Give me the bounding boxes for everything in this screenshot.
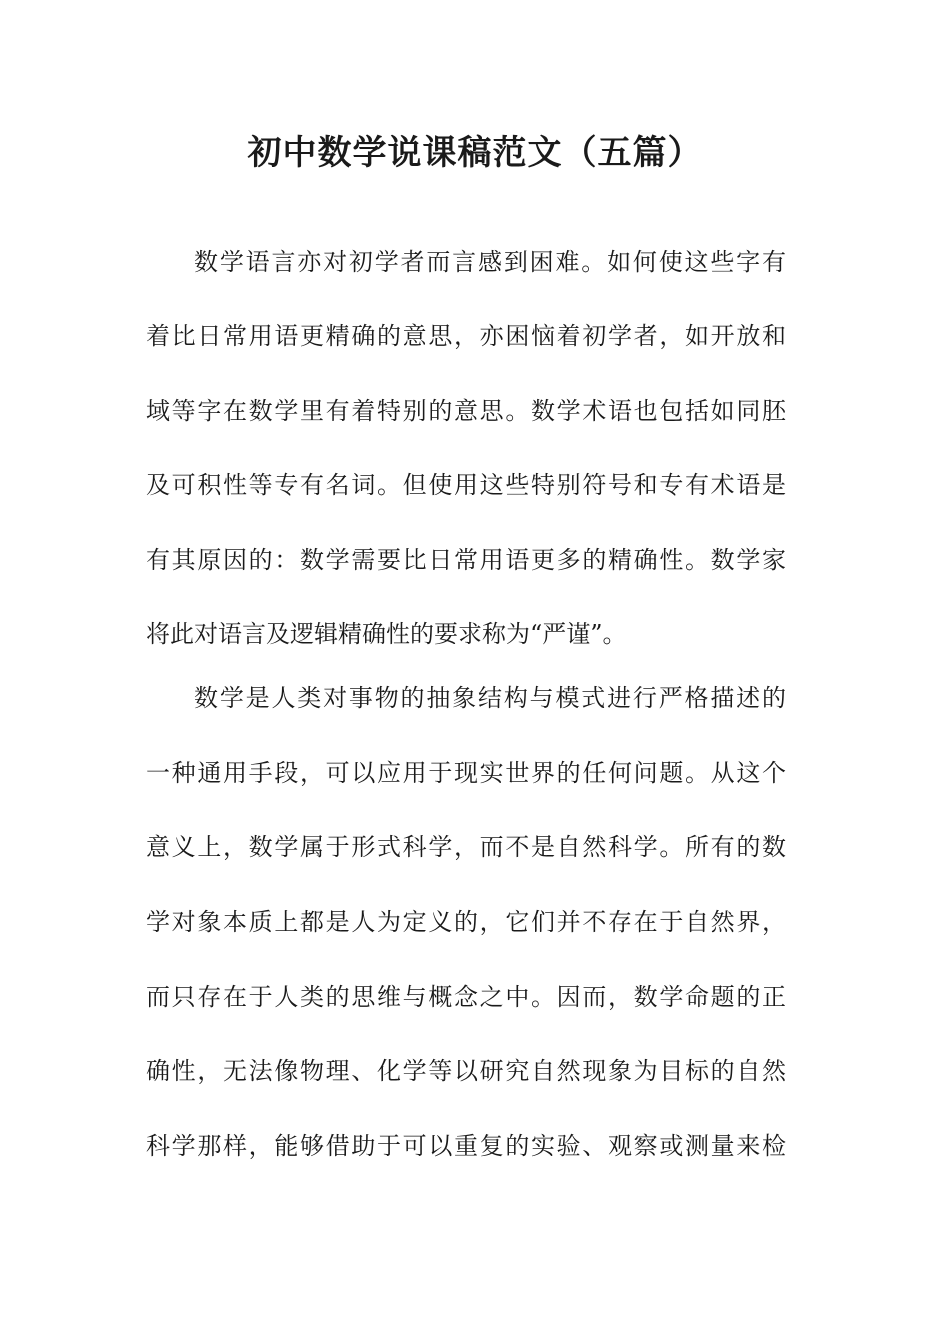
paragraph-1-line-2: 着比日常用语更精确的意思，亦困恼着初学者，如开放和 <box>146 322 786 350</box>
paragraph-2-line-4: 学对象本质上都是人为定义的，它们并不存在于自然界， <box>146 908 786 936</box>
paragraph-2-line-6: 确性，无法像物理、化学等以研究自然现象为目标的自然 <box>146 1057 786 1085</box>
paragraph-2-line-2: 一种通用手段，可以应用于现实世界的任何问题。从这个 <box>146 759 786 787</box>
document-title: 初中数学说课稿范文（五篇） <box>247 133 703 173</box>
paragraph-1-line-3: 域等字在数学里有着特别的意思。数学术语也包括如同胚 <box>146 397 786 425</box>
paragraph-1-line-5: 有其原因的：数学需要比日常用语更多的精确性。数学家 <box>146 546 786 574</box>
paragraph-2-line-7: 科学那样，能够借助于可以重复的实验、观察或测量来检 <box>146 1132 786 1160</box>
paragraph-1-line-4: 及可积性等专有名词。但使用这些特别符号和专有术语是 <box>146 471 786 499</box>
paragraph-1-line-6: 将此对语言及逻辑精确性的要求称为“严谨”。 <box>146 620 627 648</box>
paragraph-2-line-5: 而只存在于人类的思维与概念之中。因而，数学命题的正 <box>146 983 786 1011</box>
paragraph-2-line-3: 意义上，数学属于形式科学，而不是自然科学。所有的数 <box>146 833 786 861</box>
paragraph-1-line-1: 数学语言亦对初学者而言感到困难。如何使这些字有 <box>194 248 786 276</box>
paragraph-2-line-1: 数学是人类对事物的抽象结构与模式进行严格描述的 <box>194 684 786 712</box>
